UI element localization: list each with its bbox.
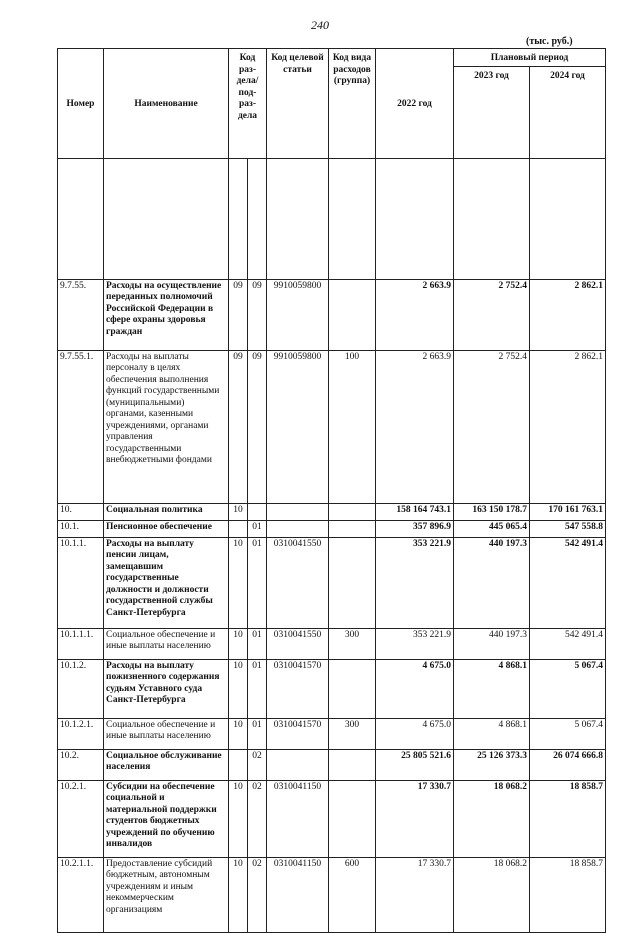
row-section: 10 [229, 857, 248, 932]
row-target-code: 9910059800 [267, 350, 329, 503]
row-value-2022: 17 330.7 [376, 857, 454, 932]
row-subsection: 01 [248, 628, 267, 659]
row-value-2024: 547 558.8 [530, 520, 606, 537]
row-name: Расходы на выплату пенсии лицам, замещавшим государственные должности и должности государственной службы Санкт-Петербурга [104, 537, 229, 628]
row-subsection: 02 [248, 749, 267, 780]
table-row [58, 350, 606, 503]
header-name: Наименование [104, 49, 229, 159]
row-value-2022: 25 805 521.6 [376, 749, 454, 780]
row-number: 10. [58, 503, 104, 520]
row-value-2023: 2 752.4 [454, 279, 530, 350]
row-subsection: 01 [248, 659, 267, 718]
row-value-2023: 440 197.3 [454, 537, 530, 628]
table-row [58, 749, 606, 780]
row-value-2024: 26 074 666.8 [530, 749, 606, 780]
row-target-code: 0310041550 [267, 537, 329, 628]
blank-row [58, 158, 606, 279]
row-value-2023: 4 868.1 [454, 659, 530, 718]
row-value-2024: 18 858.7 [530, 780, 606, 857]
row-value-2024: 542 491.4 [530, 628, 606, 659]
row-value-2022: 158 164 743.1 [376, 503, 454, 520]
row-section: 10 [229, 537, 248, 628]
row-name: Расходы на выплаты персоналу в целях обеспечения выполнения функций государственными (муниципальными) органами, казенными учреждениями, органами управления государственными внебюджетными фондами [104, 350, 229, 503]
row-value-2023: 445 065.4 [454, 520, 530, 537]
units-label: (тыс. руб.) [526, 36, 573, 47]
row-name: Социальное обеспечение и иные выплаты населению [104, 628, 229, 659]
row-subsection: 02 [248, 857, 267, 932]
row-value-2024: 5 067.4 [530, 659, 606, 718]
row-section: 09 [229, 350, 248, 503]
row-target-code [267, 520, 329, 537]
table-row [58, 520, 606, 537]
row-expense-code: 300 [329, 628, 376, 659]
table-row [58, 718, 606, 749]
row-value-2022: 2 663.9 [376, 279, 454, 350]
row-name: Расходы на осуществление переданных полномочий Российской Федерации в сфере охраны здоровья граждан [104, 279, 229, 350]
row-name: Расходы на выплату пожизненного содержания судьям Уставного суда Санкт-Петербурга [104, 659, 229, 718]
row-number: 10.1.2.1. [58, 718, 104, 749]
row-target-code: 0310041150 [267, 857, 329, 932]
row-section [229, 749, 248, 780]
row-expense-code [329, 659, 376, 718]
row-expense-code [329, 780, 376, 857]
page-number: 240 [311, 18, 329, 32]
row-subsection: 01 [248, 520, 267, 537]
row-value-2024: 542 491.4 [530, 537, 606, 628]
row-section: 10 [229, 659, 248, 718]
row-value-2023: 25 126 373.3 [454, 749, 530, 780]
row-value-2023: 4 868.1 [454, 718, 530, 749]
row-subsection: 02 [248, 780, 267, 857]
row-expense-code [329, 537, 376, 628]
row-value-2022: 353 221.9 [376, 628, 454, 659]
row-expense-code: 300 [329, 718, 376, 749]
table-row [58, 628, 606, 659]
row-value-2023: 18 068.2 [454, 857, 530, 932]
row-value-2022: 2 663.9 [376, 350, 454, 503]
row-value-2023: 440 197.3 [454, 628, 530, 659]
row-number: 9.7.55.1. [58, 350, 104, 503]
header-2023: 2023 год [454, 66, 530, 158]
row-target-code: 0310041150 [267, 780, 329, 857]
row-expense-code: 600 [329, 857, 376, 932]
row-value-2022: 4 675.0 [376, 718, 454, 749]
row-name: Социальная политика [104, 503, 229, 520]
header-planned: Плановый период [454, 49, 606, 67]
row-value-2024: 5 067.4 [530, 718, 606, 749]
row-name: Субсидии на обеспечение социальной и материальной поддержки студентов бюджетных учреждений по обучению инвалидов [104, 780, 229, 857]
row-expense-code [329, 749, 376, 780]
row-target-code: 0310041570 [267, 659, 329, 718]
row-value-2023: 18 068.2 [454, 780, 530, 857]
row-expense-code [329, 279, 376, 350]
row-section: 09 [229, 279, 248, 350]
row-target-code [267, 503, 329, 520]
row-number: 10.1.1.1. [58, 628, 104, 659]
table-body [58, 158, 606, 932]
row-expense-code [329, 520, 376, 537]
table-row [58, 503, 606, 520]
row-value-2024: 2 862.1 [530, 279, 606, 350]
row-subsection: 01 [248, 718, 267, 749]
row-section: 10 [229, 718, 248, 749]
row-expense-code: 100 [329, 350, 376, 503]
header-target: Код целевой статьи [267, 49, 329, 159]
row-target-code: 0310041550 [267, 628, 329, 659]
row-value-2024: 2 862.1 [530, 350, 606, 503]
row-value-2024: 170 161 763.1 [530, 503, 606, 520]
row-value-2023: 2 752.4 [454, 350, 530, 503]
table-row [58, 780, 606, 857]
row-value-2023: 163 150 178.7 [454, 503, 530, 520]
budget-table [57, 48, 606, 933]
row-name: Предоставление субсидий бюджетным, автономным учреждениям и иным некоммерческим организациям [104, 857, 229, 932]
row-target-code: 0310041570 [267, 718, 329, 749]
row-value-2022: 17 330.7 [376, 780, 454, 857]
row-value-2022: 353 221.9 [376, 537, 454, 628]
row-number: 10.2. [58, 749, 104, 780]
row-number: 10.2.1.1. [58, 857, 104, 932]
row-target-code [267, 749, 329, 780]
row-section: 10 [229, 503, 248, 520]
row-subsection: 01 [248, 537, 267, 628]
header-expense: Код вида расходов (группа) [329, 49, 376, 159]
table-row [58, 659, 606, 718]
row-name: Социальное обслуживание населения [104, 749, 229, 780]
row-number: 10.1.1. [58, 537, 104, 628]
row-number: 10.2.1. [58, 780, 104, 857]
row-number: 10.1.2. [58, 659, 104, 718]
row-section: 10 [229, 780, 248, 857]
row-subsection: 09 [248, 350, 267, 503]
row-value-2022: 4 675.0 [376, 659, 454, 718]
row-section: 10 [229, 628, 248, 659]
row-value-2022: 357 896.9 [376, 520, 454, 537]
row-number: 10.1. [58, 520, 104, 537]
header-number: Номер [58, 49, 104, 159]
row-name: Пенсионное обеспечение [104, 520, 229, 537]
row-section [229, 520, 248, 537]
row-subsection [248, 503, 267, 520]
row-number: 9.7.55. [58, 279, 104, 350]
header-section: Код раз-дела/ под-раз-дела [229, 49, 267, 159]
row-target-code: 9910059800 [267, 279, 329, 350]
row-name: Социальное обеспечение и иные выплаты населению [104, 718, 229, 749]
table-row [58, 279, 606, 350]
row-value-2024: 18 858.7 [530, 857, 606, 932]
header-2024: 2024 год [530, 66, 606, 158]
row-subsection: 09 [248, 279, 267, 350]
header-2022: 2022 год [376, 49, 454, 159]
row-expense-code [329, 503, 376, 520]
table-row [58, 857, 606, 932]
table-row [58, 537, 606, 628]
